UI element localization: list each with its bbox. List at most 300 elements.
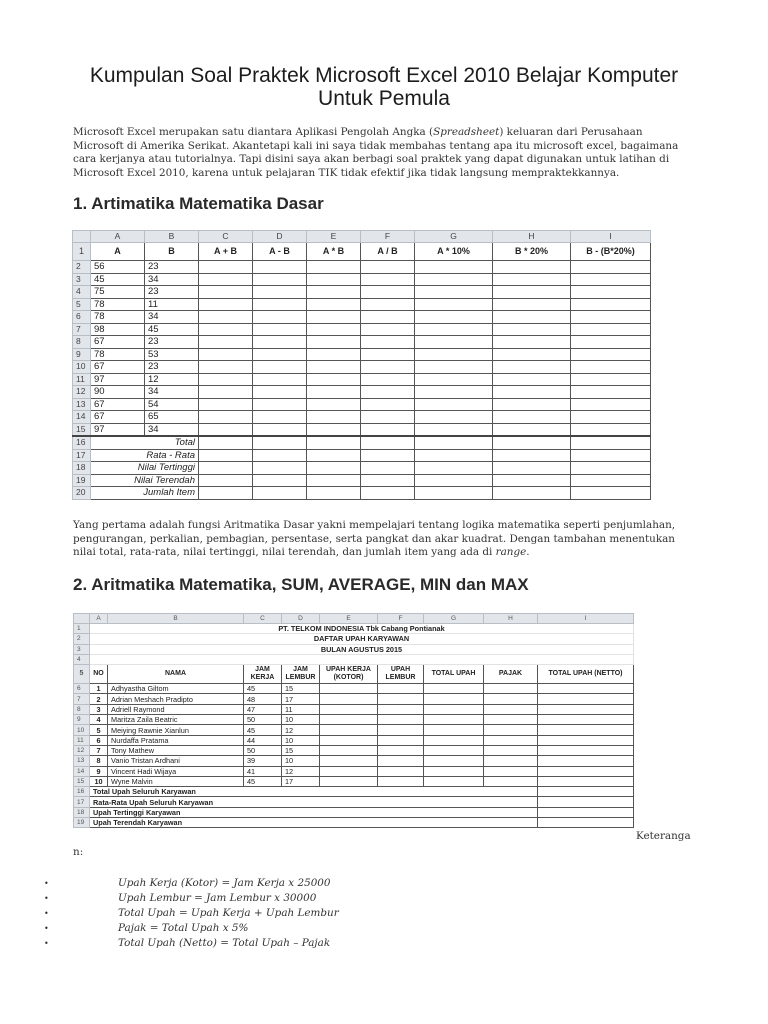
- empty-cell[interactable]: [493, 449, 571, 462]
- empty-cell[interactable]: [415, 423, 493, 436]
- empty-cell[interactable]: [424, 735, 484, 745]
- row-number[interactable]: 6: [73, 311, 91, 324]
- empty-cell[interactable]: [571, 361, 651, 374]
- empty-cell[interactable]: [378, 735, 424, 745]
- jam-lembur-cell[interactable]: 12: [282, 725, 320, 735]
- jam-lembur-cell[interactable]: 12: [282, 766, 320, 776]
- value-b-cell[interactable]: 53: [145, 348, 199, 361]
- jam-kerja-cell[interactable]: 50: [244, 715, 282, 725]
- empty-cell[interactable]: [361, 286, 415, 299]
- no-cell[interactable]: 2: [90, 694, 108, 704]
- row-number[interactable]: 13: [73, 398, 91, 411]
- value-b-cell[interactable]: 54: [145, 398, 199, 411]
- empty-cell[interactable]: [538, 776, 634, 786]
- empty-cell[interactable]: [361, 348, 415, 361]
- jam-lembur-cell[interactable]: 10: [282, 715, 320, 725]
- empty-cell[interactable]: [415, 311, 493, 324]
- empty-cell[interactable]: [320, 766, 378, 776]
- header-upah-lembur[interactable]: UPAH LEMBUR: [378, 665, 424, 684]
- empty-cell[interactable]: [571, 386, 651, 399]
- empty-cell[interactable]: [320, 756, 378, 766]
- summary-label[interactable]: Nilai Terendah: [91, 474, 199, 487]
- empty-cell[interactable]: [493, 261, 571, 274]
- empty-cell[interactable]: [307, 373, 361, 386]
- column-letter[interactable]: I: [571, 231, 651, 243]
- value-b-cell[interactable]: 23: [145, 361, 199, 374]
- empty-cell[interactable]: [484, 776, 538, 786]
- empty-cell[interactable]: [199, 273, 253, 286]
- row-number[interactable]: 14: [73, 411, 91, 424]
- empty-cell[interactable]: [361, 311, 415, 324]
- header-jam-lembur[interactable]: JAM LEMBUR: [282, 665, 320, 684]
- column-letter[interactable]: B: [108, 614, 244, 624]
- empty-cell[interactable]: [424, 715, 484, 725]
- empty-cell[interactable]: [571, 348, 651, 361]
- empty-cell[interactable]: [307, 398, 361, 411]
- empty-cell[interactable]: [484, 745, 538, 755]
- summary-label[interactable]: Total Upah Seluruh Karyawan: [90, 787, 538, 797]
- row-number[interactable]: 3: [74, 644, 90, 654]
- empty-cell[interactable]: [361, 336, 415, 349]
- empty-cell[interactable]: [571, 474, 651, 487]
- empty-cell[interactable]: [571, 261, 651, 274]
- empty-cell[interactable]: [493, 373, 571, 386]
- header-upah-kerja[interactable]: UPAH KERJA (KOTOR): [320, 665, 378, 684]
- empty-cell[interactable]: [199, 411, 253, 424]
- empty-cell[interactable]: [493, 286, 571, 299]
- empty-cell[interactable]: [361, 436, 415, 449]
- no-cell[interactable]: 7: [90, 745, 108, 755]
- empty-cell[interactable]: [307, 361, 361, 374]
- empty-cell[interactable]: [415, 411, 493, 424]
- empty-cell[interactable]: [538, 818, 634, 828]
- empty-cell[interactable]: [571, 423, 651, 436]
- empty-cell[interactable]: [199, 449, 253, 462]
- empty-cell[interactable]: [538, 704, 634, 714]
- empty-cell[interactable]: [199, 423, 253, 436]
- empty-cell[interactable]: [307, 298, 361, 311]
- jam-lembur-cell[interactable]: 15: [282, 745, 320, 755]
- empty-cell[interactable]: [538, 756, 634, 766]
- empty-cell[interactable]: [320, 694, 378, 704]
- row-number[interactable]: 15: [73, 423, 91, 436]
- empty-cell[interactable]: [571, 462, 651, 475]
- row-number[interactable]: 4: [73, 286, 91, 299]
- column-letter[interactable]: F: [378, 614, 424, 624]
- column-letter[interactable]: A: [91, 231, 145, 243]
- column-letter[interactable]: I: [538, 614, 634, 624]
- empty-cell[interactable]: [571, 487, 651, 500]
- empty-cell[interactable]: [415, 449, 493, 462]
- sheet-title-2[interactable]: DAFTAR UPAH KARYAWAN: [90, 634, 634, 644]
- empty-cell[interactable]: [253, 423, 307, 436]
- empty-cell[interactable]: [253, 286, 307, 299]
- row-number[interactable]: 7: [73, 323, 91, 336]
- empty-cell[interactable]: [415, 487, 493, 500]
- no-cell[interactable]: 6: [90, 735, 108, 745]
- row-number[interactable]: 16: [74, 787, 90, 797]
- empty-cell[interactable]: [320, 704, 378, 714]
- empty-cell[interactable]: [253, 386, 307, 399]
- empty-cell[interactable]: [415, 273, 493, 286]
- empty-cell[interactable]: [571, 373, 651, 386]
- empty-cell[interactable]: [253, 348, 307, 361]
- empty-cell[interactable]: [415, 323, 493, 336]
- empty-cell[interactable]: [320, 715, 378, 725]
- header-jam-kerja[interactable]: JAM KERJA: [244, 665, 282, 684]
- empty-cell[interactable]: [199, 311, 253, 324]
- row-number[interactable]: 3: [73, 273, 91, 286]
- no-cell[interactable]: 10: [90, 776, 108, 786]
- value-a-cell[interactable]: 98: [91, 323, 145, 336]
- empty-cell[interactable]: [415, 348, 493, 361]
- name-cell[interactable]: Vanio Tristan Ardhani: [108, 756, 244, 766]
- empty-cell[interactable]: [493, 311, 571, 324]
- value-a-cell[interactable]: 45: [91, 273, 145, 286]
- empty-cell[interactable]: [361, 323, 415, 336]
- no-cell[interactable]: 9: [90, 766, 108, 776]
- summary-label[interactable]: Rata-Rata Upah Seluruh Karyawan: [90, 797, 538, 807]
- empty-cell[interactable]: [571, 398, 651, 411]
- empty-cell[interactable]: [538, 807, 634, 817]
- row-number[interactable]: 14: [74, 766, 90, 776]
- value-b-cell[interactable]: 34: [145, 386, 199, 399]
- empty-cell[interactable]: [199, 474, 253, 487]
- empty-cell[interactable]: [538, 735, 634, 745]
- empty-cell[interactable]: [424, 756, 484, 766]
- empty-cell[interactable]: [253, 273, 307, 286]
- summary-label[interactable]: Upah Terendah Karyawan: [90, 818, 538, 828]
- value-a-cell[interactable]: 78: [91, 348, 145, 361]
- row-number[interactable]: 9: [73, 348, 91, 361]
- jam-lembur-cell[interactable]: 17: [282, 694, 320, 704]
- empty-cell[interactable]: [538, 787, 634, 797]
- empty-cell[interactable]: [320, 735, 378, 745]
- name-cell[interactable]: Wyne Malvin: [108, 776, 244, 786]
- empty-cell[interactable]: [493, 273, 571, 286]
- empty-cell[interactable]: [199, 361, 253, 374]
- row-number[interactable]: 9: [74, 715, 90, 725]
- empty-cell[interactable]: [307, 487, 361, 500]
- column-letter[interactable]: C: [244, 614, 282, 624]
- empty-cell[interactable]: [253, 449, 307, 462]
- value-a-cell[interactable]: 67: [91, 398, 145, 411]
- value-b-cell[interactable]: 12: [145, 373, 199, 386]
- empty-cell[interactable]: [424, 684, 484, 694]
- header-cell[interactable]: A - B: [253, 243, 307, 261]
- empty-cell[interactable]: [320, 745, 378, 755]
- empty-cell[interactable]: [199, 298, 253, 311]
- value-a-cell[interactable]: 78: [91, 311, 145, 324]
- empty-cell[interactable]: [307, 311, 361, 324]
- value-b-cell[interactable]: 11: [145, 298, 199, 311]
- no-cell[interactable]: 8: [90, 756, 108, 766]
- row-number[interactable]: 18: [73, 462, 91, 475]
- empty-cell[interactable]: [415, 261, 493, 274]
- empty-cell[interactable]: [307, 323, 361, 336]
- empty-cell[interactable]: [90, 654, 634, 664]
- empty-cell[interactable]: [484, 756, 538, 766]
- column-letter[interactable]: B: [145, 231, 199, 243]
- empty-cell[interactable]: [378, 745, 424, 755]
- empty-cell[interactable]: [307, 386, 361, 399]
- row-number[interactable]: 5: [74, 665, 90, 684]
- value-b-cell[interactable]: 23: [145, 336, 199, 349]
- value-a-cell[interactable]: 67: [91, 336, 145, 349]
- empty-cell[interactable]: [484, 704, 538, 714]
- row-number[interactable]: 8: [74, 704, 90, 714]
- empty-cell[interactable]: [199, 336, 253, 349]
- summary-label[interactable]: Total: [91, 436, 199, 449]
- empty-cell[interactable]: [199, 462, 253, 475]
- jam-lembur-cell[interactable]: 15: [282, 684, 320, 694]
- jam-kerja-cell[interactable]: 45: [244, 776, 282, 786]
- row-number[interactable]: 1: [73, 243, 91, 261]
- empty-cell[interactable]: [253, 474, 307, 487]
- empty-cell[interactable]: [361, 449, 415, 462]
- empty-cell[interactable]: [378, 694, 424, 704]
- empty-cell[interactable]: [538, 745, 634, 755]
- empty-cell[interactable]: [199, 373, 253, 386]
- empty-cell[interactable]: [493, 298, 571, 311]
- empty-cell[interactable]: [493, 348, 571, 361]
- value-a-cell[interactable]: 67: [91, 411, 145, 424]
- empty-cell[interactable]: [199, 386, 253, 399]
- header-cell[interactable]: A + B: [199, 243, 253, 261]
- empty-cell[interactable]: [484, 694, 538, 704]
- row-number[interactable]: 4: [74, 654, 90, 664]
- no-cell[interactable]: 4: [90, 715, 108, 725]
- empty-cell[interactable]: [538, 684, 634, 694]
- empty-cell[interactable]: [253, 487, 307, 500]
- value-b-cell[interactable]: 23: [145, 286, 199, 299]
- empty-cell[interactable]: [415, 286, 493, 299]
- no-cell[interactable]: 3: [90, 704, 108, 714]
- empty-cell[interactable]: [361, 386, 415, 399]
- row-number[interactable]: 15: [74, 776, 90, 786]
- empty-cell[interactable]: [538, 725, 634, 735]
- empty-cell[interactable]: [253, 323, 307, 336]
- jam-kerja-cell[interactable]: 48: [244, 694, 282, 704]
- no-cell[interactable]: 5: [90, 725, 108, 735]
- empty-cell[interactable]: [320, 684, 378, 694]
- row-number[interactable]: 1: [74, 624, 90, 634]
- column-letter[interactable]: C: [199, 231, 253, 243]
- empty-cell[interactable]: [199, 323, 253, 336]
- empty-cell[interactable]: [253, 373, 307, 386]
- empty-cell[interactable]: [493, 411, 571, 424]
- row-number[interactable]: 13: [74, 756, 90, 766]
- empty-cell[interactable]: [424, 694, 484, 704]
- empty-cell[interactable]: [493, 361, 571, 374]
- jam-kerja-cell[interactable]: 39: [244, 756, 282, 766]
- value-a-cell[interactable]: 67: [91, 361, 145, 374]
- column-letter[interactable]: E: [320, 614, 378, 624]
- row-number[interactable]: 2: [73, 261, 91, 274]
- row-number[interactable]: 7: [74, 694, 90, 704]
- empty-cell[interactable]: [253, 398, 307, 411]
- empty-cell[interactable]: [361, 261, 415, 274]
- empty-cell[interactable]: [571, 336, 651, 349]
- row-number[interactable]: 12: [73, 386, 91, 399]
- header-total-upah[interactable]: TOTAL UPAH: [424, 665, 484, 684]
- empty-cell[interactable]: [493, 336, 571, 349]
- empty-cell[interactable]: [199, 436, 253, 449]
- empty-cell[interactable]: [538, 797, 634, 807]
- empty-cell[interactable]: [378, 766, 424, 776]
- empty-cell[interactable]: [493, 436, 571, 449]
- empty-cell[interactable]: [484, 766, 538, 776]
- empty-cell[interactable]: [571, 298, 651, 311]
- value-a-cell[interactable]: 56: [91, 261, 145, 274]
- jam-lembur-cell[interactable]: 10: [282, 756, 320, 766]
- row-number[interactable]: 8: [73, 336, 91, 349]
- empty-cell[interactable]: [199, 398, 253, 411]
- header-cell[interactable]: A * 10%: [415, 243, 493, 261]
- empty-cell[interactable]: [415, 474, 493, 487]
- empty-cell[interactable]: [253, 436, 307, 449]
- empty-cell[interactable]: [484, 715, 538, 725]
- row-number[interactable]: 17: [73, 449, 91, 462]
- value-a-cell[interactable]: 78: [91, 298, 145, 311]
- summary-label[interactable]: Nilai Tertinggi: [91, 462, 199, 475]
- empty-cell[interactable]: [361, 411, 415, 424]
- value-b-cell[interactable]: 45: [145, 323, 199, 336]
- empty-cell[interactable]: [307, 436, 361, 449]
- column-letter[interactable]: D: [282, 614, 320, 624]
- empty-cell[interactable]: [307, 261, 361, 274]
- empty-cell[interactable]: [415, 462, 493, 475]
- empty-cell[interactable]: [493, 462, 571, 475]
- row-number[interactable]: 20: [73, 487, 91, 500]
- empty-cell[interactable]: [378, 704, 424, 714]
- row-number[interactable]: 2: [74, 634, 90, 644]
- empty-cell[interactable]: [484, 735, 538, 745]
- empty-cell[interactable]: [493, 474, 571, 487]
- value-b-cell[interactable]: 34: [145, 311, 199, 324]
- row-number[interactable]: 11: [73, 373, 91, 386]
- jam-kerja-cell[interactable]: 50: [244, 745, 282, 755]
- jam-kerja-cell[interactable]: 45: [244, 725, 282, 735]
- jam-lembur-cell[interactable]: 17: [282, 776, 320, 786]
- empty-cell[interactable]: [361, 273, 415, 286]
- empty-cell[interactable]: [415, 361, 493, 374]
- empty-cell[interactable]: [424, 704, 484, 714]
- column-letter[interactable]: A: [90, 614, 108, 624]
- empty-cell[interactable]: [493, 487, 571, 500]
- empty-cell[interactable]: [199, 286, 253, 299]
- empty-cell[interactable]: [361, 423, 415, 436]
- empty-cell[interactable]: [571, 436, 651, 449]
- empty-cell[interactable]: [361, 298, 415, 311]
- empty-cell[interactable]: [307, 423, 361, 436]
- empty-cell[interactable]: [307, 336, 361, 349]
- name-cell[interactable]: Adrian Meshach Pradipto: [108, 694, 244, 704]
- sheet-title-1[interactable]: PT. TELKOM INDONESIA Tbk Cabang Pontianak: [90, 624, 634, 634]
- header-pajak[interactable]: PAJAK: [484, 665, 538, 684]
- empty-cell[interactable]: [307, 474, 361, 487]
- empty-cell[interactable]: [361, 398, 415, 411]
- row-number[interactable]: 19: [73, 474, 91, 487]
- empty-cell[interactable]: [571, 286, 651, 299]
- value-b-cell[interactable]: 34: [145, 423, 199, 436]
- name-cell[interactable]: Tony Mathew: [108, 745, 244, 755]
- column-letter[interactable]: G: [424, 614, 484, 624]
- empty-cell[interactable]: [424, 766, 484, 776]
- row-number[interactable]: 16: [73, 436, 91, 449]
- empty-cell[interactable]: [415, 336, 493, 349]
- header-cell[interactable]: A / B: [361, 243, 415, 261]
- empty-cell[interactable]: [253, 462, 307, 475]
- value-b-cell[interactable]: 65: [145, 411, 199, 424]
- column-letter[interactable]: F: [361, 231, 415, 243]
- empty-cell[interactable]: [307, 449, 361, 462]
- empty-cell[interactable]: [571, 449, 651, 462]
- empty-cell[interactable]: [571, 273, 651, 286]
- empty-cell[interactable]: [378, 715, 424, 725]
- header-cell[interactable]: A: [91, 243, 145, 261]
- name-cell[interactable]: Meiying Rawnie Xianlun: [108, 725, 244, 735]
- empty-cell[interactable]: [571, 323, 651, 336]
- empty-cell[interactable]: [253, 261, 307, 274]
- empty-cell[interactable]: [253, 361, 307, 374]
- empty-cell[interactable]: [538, 715, 634, 725]
- empty-cell[interactable]: [493, 398, 571, 411]
- empty-cell[interactable]: [493, 386, 571, 399]
- empty-cell[interactable]: [538, 766, 634, 776]
- empty-cell[interactable]: [307, 273, 361, 286]
- jam-kerja-cell[interactable]: 47: [244, 704, 282, 714]
- empty-cell[interactable]: [307, 286, 361, 299]
- empty-cell[interactable]: [378, 756, 424, 766]
- column-letter[interactable]: G: [415, 231, 493, 243]
- empty-cell[interactable]: [199, 348, 253, 361]
- empty-cell[interactable]: [307, 348, 361, 361]
- header-no[interactable]: NO: [90, 665, 108, 684]
- empty-cell[interactable]: [199, 487, 253, 500]
- name-cell[interactable]: Vincent Hadi Wijaya: [108, 766, 244, 776]
- empty-cell[interactable]: [253, 298, 307, 311]
- empty-cell[interactable]: [415, 373, 493, 386]
- column-letter[interactable]: H: [484, 614, 538, 624]
- empty-cell[interactable]: [484, 684, 538, 694]
- empty-cell[interactable]: [199, 261, 253, 274]
- row-number[interactable]: 19: [74, 818, 90, 828]
- value-a-cell[interactable]: 90: [91, 386, 145, 399]
- empty-cell[interactable]: [571, 311, 651, 324]
- sheet-title-3[interactable]: BULAN AGUSTUS 2015: [90, 644, 634, 654]
- header-nama[interactable]: NAMA: [108, 665, 244, 684]
- name-cell[interactable]: Adhyastha Giltom: [108, 684, 244, 694]
- empty-cell[interactable]: [320, 725, 378, 735]
- row-number[interactable]: 12: [74, 745, 90, 755]
- empty-cell[interactable]: [361, 373, 415, 386]
- empty-cell[interactable]: [361, 361, 415, 374]
- empty-cell[interactable]: [378, 684, 424, 694]
- value-b-cell[interactable]: 34: [145, 273, 199, 286]
- empty-cell[interactable]: [253, 311, 307, 324]
- empty-cell[interactable]: [307, 411, 361, 424]
- value-a-cell[interactable]: 97: [91, 423, 145, 436]
- summary-label[interactable]: Jumlah Item: [91, 487, 199, 500]
- empty-cell[interactable]: [361, 462, 415, 475]
- empty-cell[interactable]: [424, 776, 484, 786]
- empty-cell[interactable]: [484, 725, 538, 735]
- row-number[interactable]: 6: [74, 684, 90, 694]
- column-letter[interactable]: H: [493, 231, 571, 243]
- summary-label[interactable]: Rata - Rata: [91, 449, 199, 462]
- empty-cell[interactable]: [307, 462, 361, 475]
